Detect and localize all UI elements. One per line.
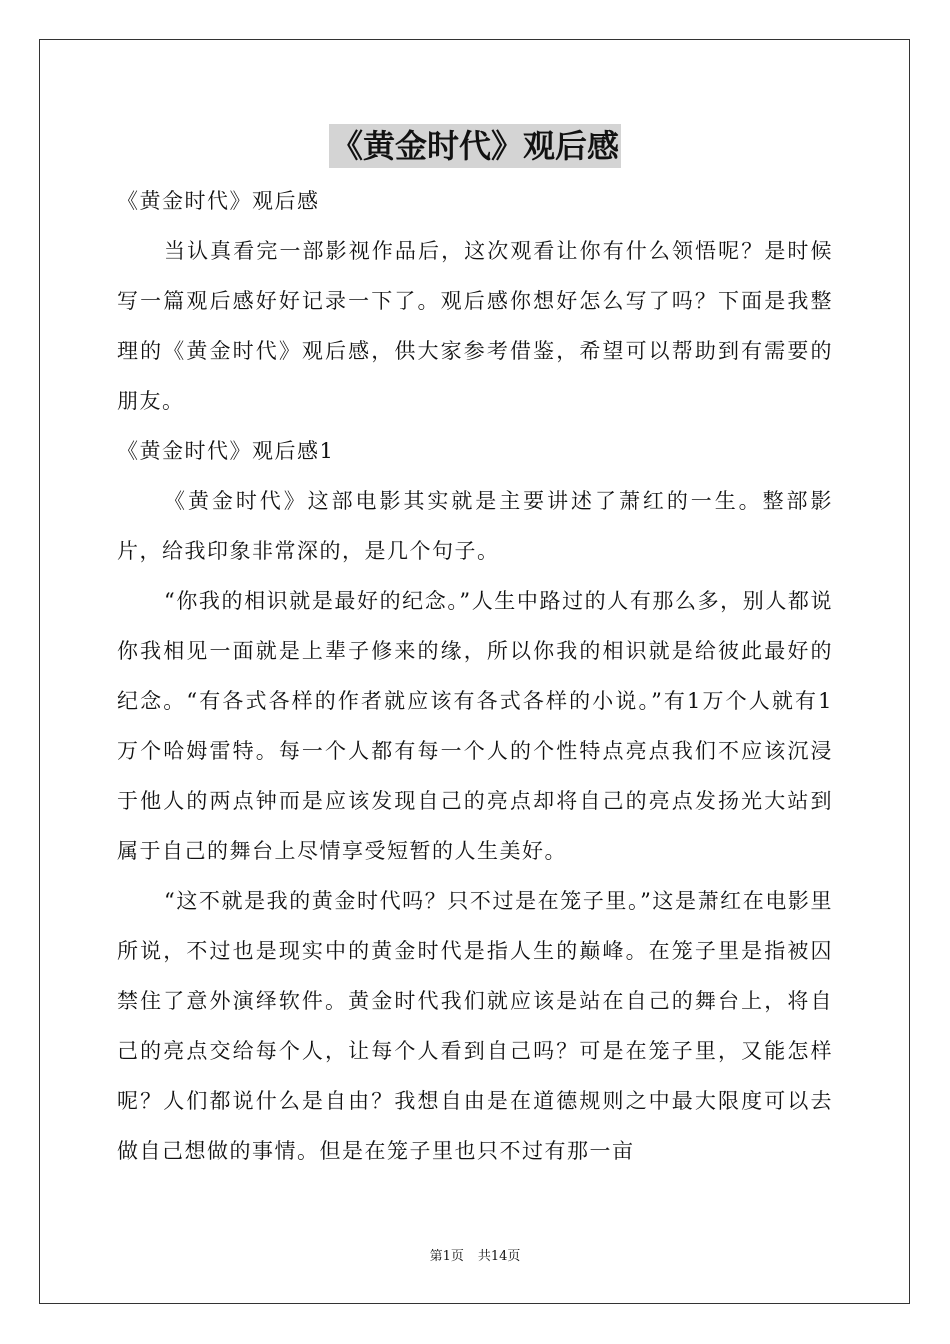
paragraph: “你我的相识就是最好的纪念。”人生中路过的人有那么多，别人都说你我相见一面就是上辈子修来的缘，所以你我的相识就是给彼此最好的纪念。“有各式各样的作者就应该有各式各样的小说。”有1万个人就有1万个哈姆雷特。每一个人都有每一个人的个性特点亮点我们不应该沉浸于他人的两点钟而是应该发现自己的亮点却将自己的亮点发扬光大站到属于自己的舞台上尽情享受短暂的人生美好。	[117, 589, 833, 863]
paragraph: 《黄金时代》这部电影其实就是主要讲述了萧红的一生。整部影片，给我印象非常深的，是几个句子。	[117, 489, 833, 563]
document-body	[117, 176, 833, 1176]
document-title: 《黄金时代》观后感	[329, 124, 621, 168]
title-container	[0, 124, 950, 168]
page-number: 第1页	[429, 1249, 464, 1264]
paragraph-intro: 当认真看完一部影视作品后，这次观看让你有什么领悟呢？是时候写一篇观后感好好记录一下了。观后感你想好怎么写了吗？下面是我整理的《黄金时代》观后感，供大家参考借鉴，希望可以帮助到有需要的朋友。	[117, 239, 833, 413]
page-total: 共14页	[477, 1249, 521, 1264]
paragraph-subtitle: 《黄金时代》观后感	[117, 189, 320, 213]
section-heading: 《黄金时代》观后感1	[117, 439, 335, 463]
paragraph: “这不就是我的黄金时代吗？只不过是在笼子里。”这是萧红在电影里所说，不过也是现实中的黄金时代是指人生的巅峰。在笼子里是指被囚禁住了意外演绎软件。黄金时代我们就应该是站在自己的舞台上，将自己的亮点交给每个人，让每个人看到自己吗？可是在笼子里，又能怎样呢？人们都说什么是自由？我想自由是在道德规则之中最大限度可以去做自己想做的事情。但是在笼子里也只不过有那一亩	[117, 889, 833, 1163]
page-footer	[0, 1248, 950, 1266]
